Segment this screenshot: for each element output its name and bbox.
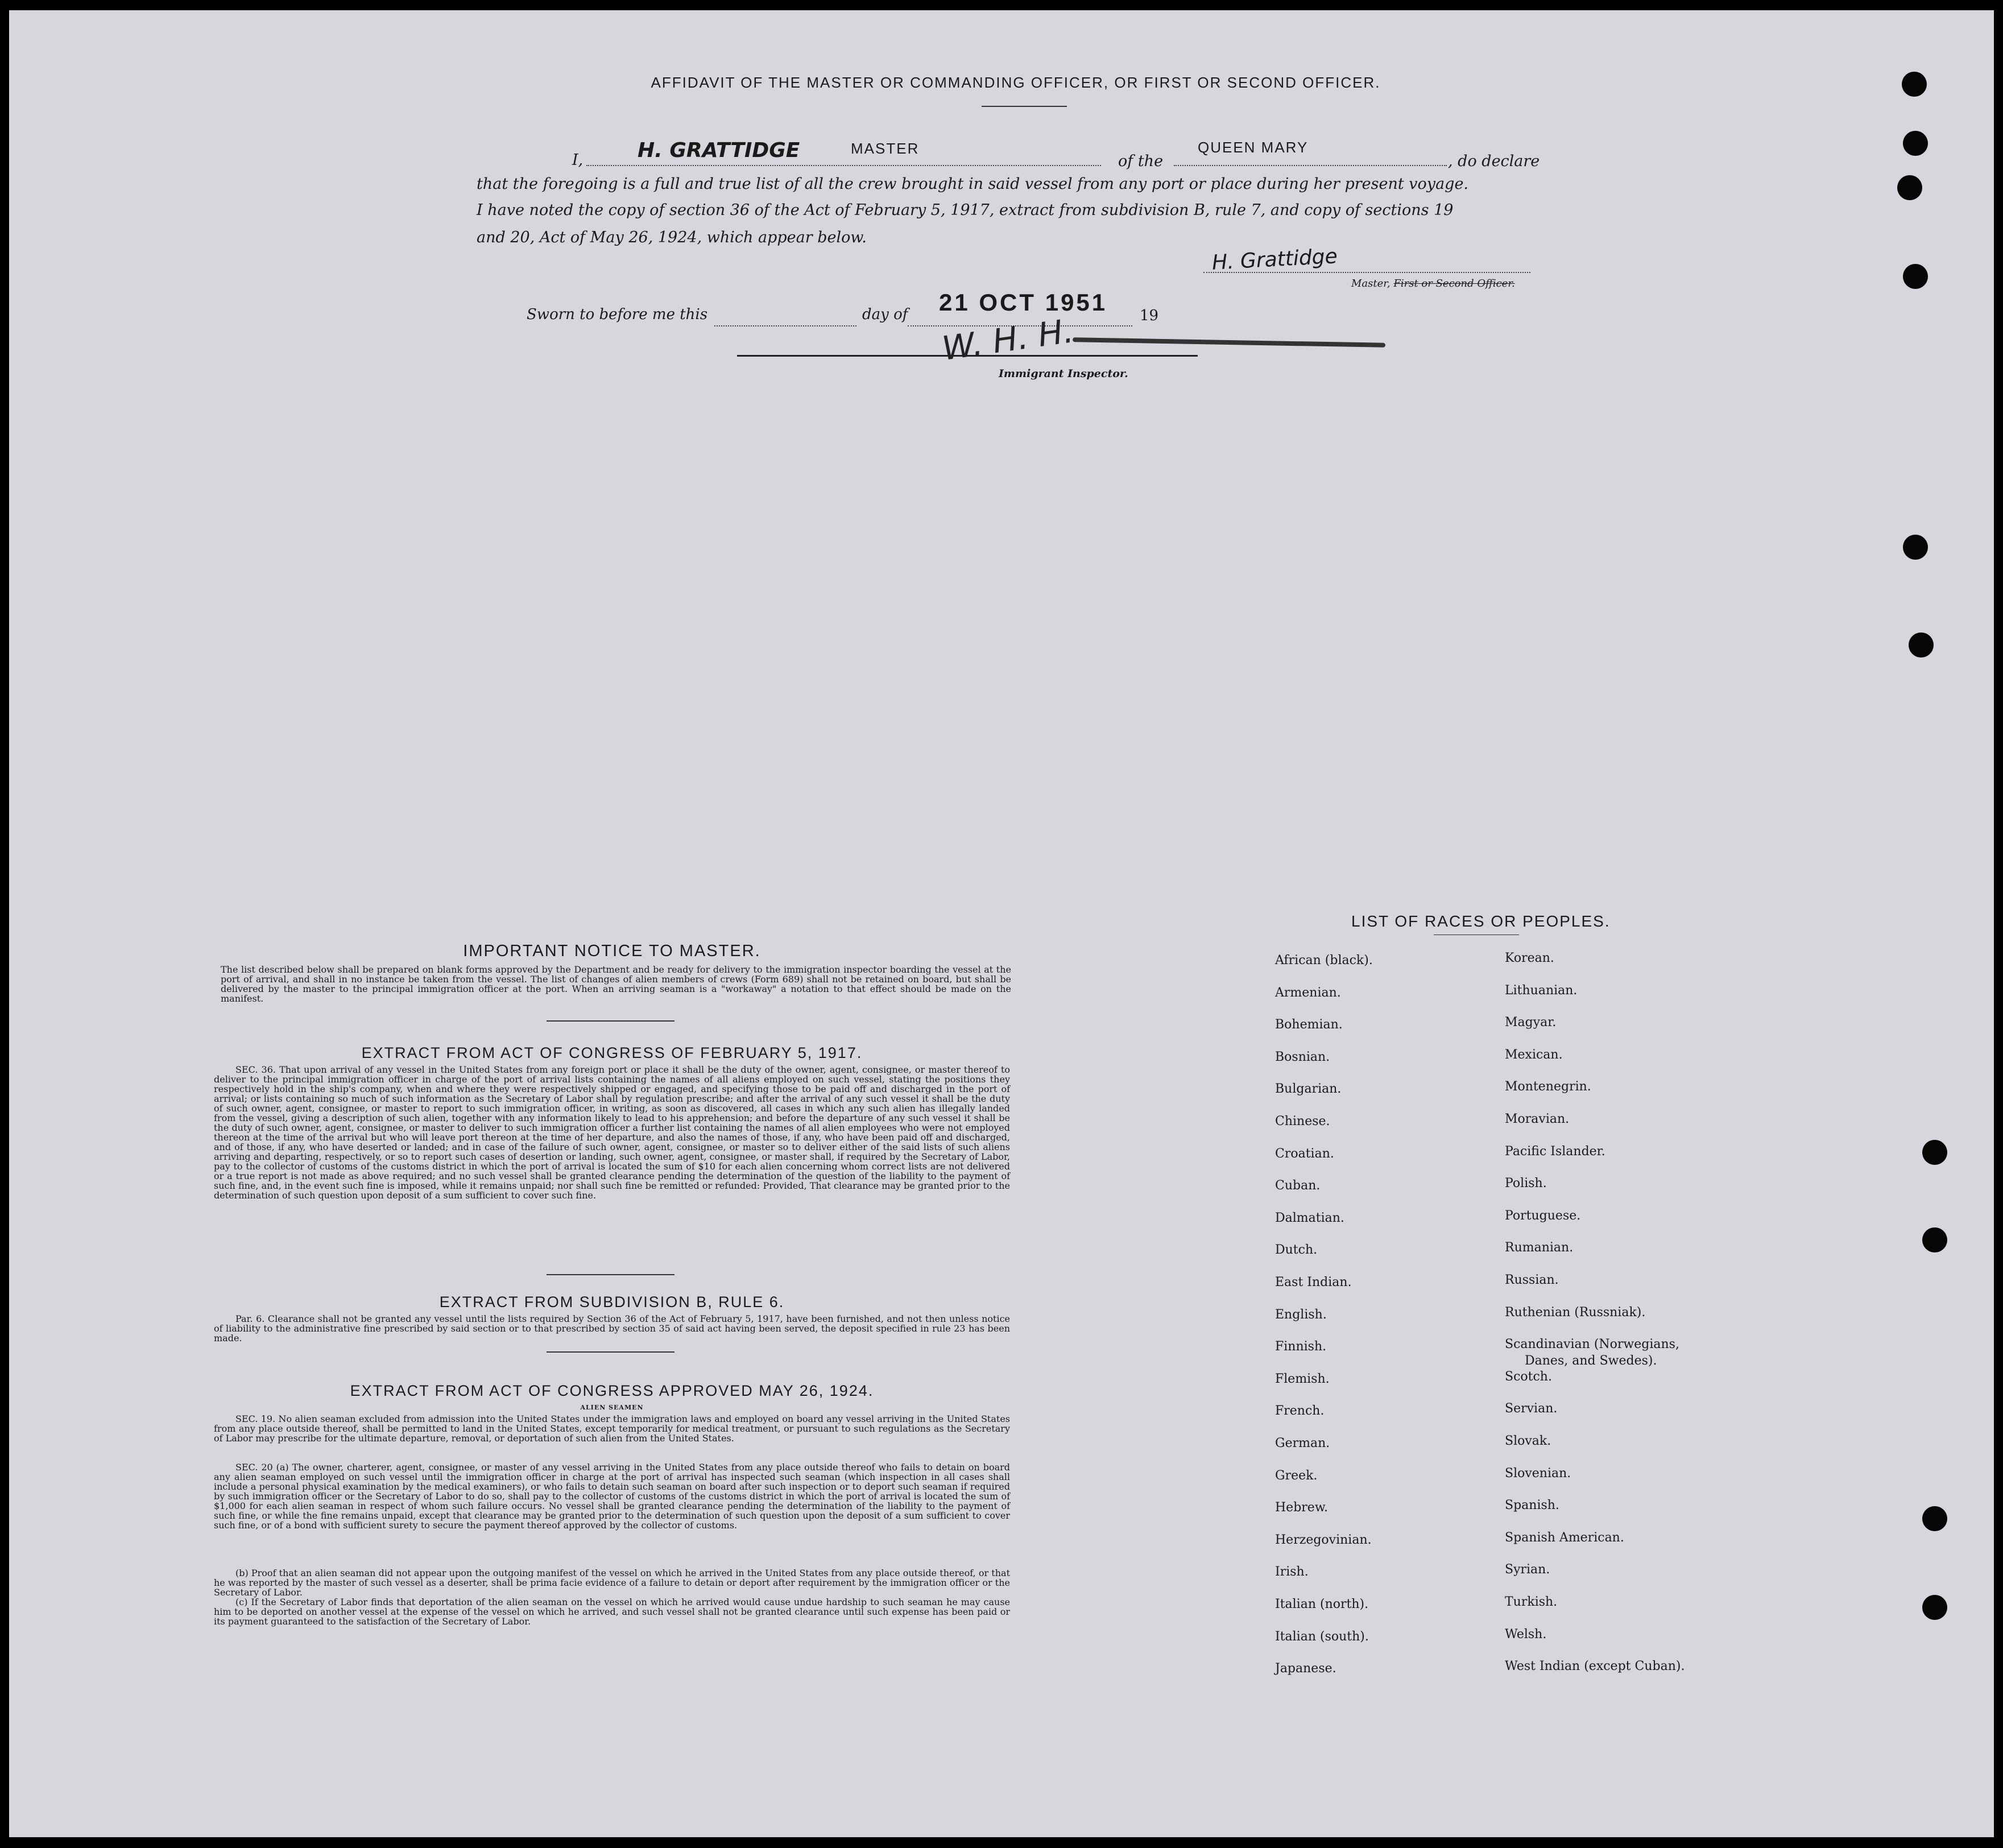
of-the-label: of the [1118, 152, 1164, 170]
race-item: Magyar. [1505, 1015, 1557, 1030]
inspector-signature: W. H. H. [940, 311, 1076, 368]
signer-title-struck: First or Second Officer. [1393, 278, 1515, 290]
subdivision-b-body: Par. 6. Clearance shall not be granted any vessel until the lists required by Section 36 of the Act of February 5, 1917, have been furnished, and not then unless notice of liability to the administrative fine prescribed by said section or to that prescribed by section 35 of said act having been served, the deposit specified in rule 23 has been made. [214, 1313, 1010, 1343]
divider-3 [547, 1351, 674, 1353]
race-item: Chinese. [1275, 1114, 1330, 1128]
extract-1924-title: EXTRACT FROM ACT OF CONGRESS APPROVED MAY 26, 1924. [350, 1382, 874, 1399]
race-item: African (black). [1275, 953, 1373, 968]
binder-hole [1922, 1140, 1947, 1165]
race-item: Italian (north). [1275, 1597, 1369, 1611]
race-item: Hebrew. [1275, 1500, 1329, 1515]
divider-2 [547, 1274, 674, 1275]
master-signature: H. Grattidge [1211, 245, 1338, 275]
extract-1917-body: SEC. 36. That upon arrival of any vessel in the United States from any foreign port or place it shall be the duty of the owner, agent, consignee, or master thereof to deliver to the principal immigration officer in charge of the port of arrival lists containing the names of all aliens employed on such vessel, stating the positions they respectively hold in the ship's company, when and where they were respectively shipped or engaged, and specifying those to be paid off and discharged in the port of arrival; or lists containing so much of such information as the Secretary of Labor shall by regulation prescribe; and after the arrival of any such vessel it shall be the duty of such owner, agent, consignee, or master to report to such immigration officer, in writing, as soon as discovered, all cases in which any such alien has illegally landed from the vessel, giving a description of such alien, together with any information likely to lead to his apprehension; and before the departure of any such vessel it shall be the duty of such owner, agent, consignee, or master to deliver to such immigration officer a further list containing the names of all alien employees who were not employed thereon at the time of the arrival but who will leave port thereon at the time of her departure, and also the names of those, if any, who have been paid off and discharged, and of those, if any, who have deserted or landed; and in case of the failure of such owner, agent, consignee, or master so to deliver either of the said lists of such aliens arriving and departing, respectively, or so to report such cases of desertion or landing, such owner, agent, consignee, or master shall, if required by the Secretary of Labor, pay to the collector of customs of the customs district in which the port of arrival is located the sum of $10 for each alien concerning whom correct lists are not delivered or a true report is not made as above required; and no such vessel shall be granted clearance pending the determination of the question of the liability to the payment of such fine, and, in the event such fine is imposed, while it remains unpaid; nor shall such fine be remitted or refunded: Provided, That clearance may be granted prior to the determination of such question upon deposit of a sum sufficient to cover such fine. [214, 1064, 1010, 1201]
binder-hole [1922, 1227, 1947, 1252]
binder-hole [1922, 1595, 1947, 1620]
race-item: Polish. [1505, 1176, 1547, 1191]
binder-hole [1897, 175, 1922, 200]
master-name: H. GRATTIDGE [638, 139, 800, 162]
race-item: Cuban. [1275, 1179, 1321, 1193]
race-item: Japanese. [1275, 1661, 1336, 1676]
inspector-scribble [1073, 337, 1385, 348]
sec-20b-body: (b) Proof that an alien seaman did not appear upon the outgoing manifest of the vessel on which he arrived in the United States from any place outside thereof, or that he was reported by the master of such vessel as a deserter, shall be prima facie evidence of a failure to detain or deport after requirement by the immigration officer or the Secretary of Labor. [214, 1568, 1010, 1598]
race-item: Turkish. [1505, 1595, 1558, 1609]
year-prefix: 19 [1140, 307, 1159, 324]
race-item: Bulgarian. [1275, 1082, 1342, 1097]
do-declare-label: , do declare [1448, 152, 1540, 170]
races-title: LIST OF RACES OR PEOPLES. [1351, 912, 1611, 930]
declaration-line-4: and 20, Act of May 26, 1924, which appear below. [477, 229, 867, 246]
sec-20c-body: (c) If the Secretary of Labor finds that deportation of the alien seaman on the vessel on which he arrived would cause undue hardship to such seaman he may cause him to be deported on another vessel at the expense of the vessel on which he arrived, and such vessel shall not be granted clearance until such expense has been paid or its payment guaranteed to the satisfaction of the Secretary of Labor. [214, 1597, 1010, 1627]
race-item: Montenegrin. [1505, 1080, 1591, 1094]
binder-hole [1903, 264, 1928, 289]
race-item: Greek. [1275, 1468, 1318, 1483]
race-item: East Indian. [1275, 1275, 1352, 1289]
race-item: Korean. [1505, 951, 1554, 965]
binder-hole [1922, 1506, 1947, 1531]
rank-value: MASTER [851, 140, 920, 157]
race-item: Pacific Islander. [1505, 1144, 1605, 1159]
race-item: Finnish. [1275, 1340, 1327, 1354]
sec-20a-body: SEC. 20 (a) The owner, charterer, agent, consignee, or master of any vessel arriving in the United States from any place outside thereof who fails to detain on board any alien seaman employed on such vessel until the immigration officer in charge at the port of arrival has inspected such seaman (which inspection in all cases shall include a personal physical examination by the medical examiners), or who fails to detain such seaman on board after such inspection or to deport such seaman if required by such immigration officer or the Secretary of Labor to do so, shall pay to the collector of customs of the customs district in which the port of arrival is located the sum of $1,000 for each alien seaman in respect of whom such failure occurs. No vessel shall be granted clearance pending the determination of the liability to the payment of such fine, or while the fine remains unpaid, except that clearance may be granted prior to the determination of such question upon the deposit of a sum sufficient to cover such fine, or of a bond with sufficient surety to secure the payment thereof approved by the collector of customs. [214, 1462, 1010, 1531]
race-item: Irish. [1275, 1565, 1309, 1580]
sworn-day-field [714, 306, 856, 326]
race-item: Herzegovinian. [1275, 1532, 1372, 1547]
signer-title-master: Master, [1351, 278, 1390, 290]
race-item: Slovak. [1505, 1434, 1551, 1448]
race-item: Dalmatian. [1275, 1210, 1344, 1225]
race-item: Spanish. [1505, 1498, 1559, 1513]
race-item: Bohemian. [1275, 1018, 1343, 1032]
day-of-label: day of [862, 306, 908, 323]
race-item: Russian. [1505, 1273, 1559, 1287]
binder-hole [1903, 131, 1928, 156]
i-label: I, [572, 151, 583, 169]
race-item: Spanish American. [1505, 1530, 1624, 1545]
race-item: Mexican. [1505, 1047, 1563, 1062]
notice-body: The list described below shall be prepared on blank forms approved by the Department and be ready for delivery to the immigration inspector boarding the vessel at the port of arrival, and shall in no instance be taken from the vessel. The list of changes of alien members of crews (Form 689) shall not be retained on board, but shall be delivered by the master to the principal immigration officer at the port. When an arriving seaman is a "workaway" a notation to that effect should be made on the manifest. [221, 964, 1011, 1004]
race-item: Slovenian. [1505, 1466, 1571, 1481]
signer-title [1351, 278, 1515, 290]
race-item: Rumanian. [1505, 1241, 1574, 1255]
race-item: Scandinavian (Norwegians, [1505, 1337, 1679, 1352]
race-item: West Indian (except Cuban). [1505, 1659, 1685, 1674]
race-item: Flemish. [1275, 1371, 1330, 1386]
alien-seamen-subtitle: ALIEN SEAMEN [580, 1404, 644, 1411]
notice-title: IMPORTANT NOTICE TO MASTER. [463, 942, 761, 960]
binder-hole [1902, 72, 1927, 97]
race-item: Moravian. [1505, 1112, 1570, 1126]
race-item: Ruthenian (Russniak). [1505, 1305, 1646, 1320]
document-page [9, 10, 1994, 1837]
race-item: Portuguese. [1505, 1208, 1581, 1223]
race-item: Syrian. [1505, 1562, 1550, 1577]
race-item: German. [1275, 1436, 1330, 1450]
affidavit-title: AFFIDAVIT OF THE MASTER OR COMMANDING OFFICER, OR FIRST OR SECOND OFFICER. [651, 74, 1381, 91]
race-scandinavian-continued: Danes, and Swedes). [1525, 1354, 1657, 1368]
inspector-label: Immigrant Inspector. [999, 367, 1128, 380]
race-item: Italian (south). [1275, 1629, 1369, 1644]
race-item: Scotch. [1505, 1369, 1552, 1384]
binder-hole [1909, 632, 1934, 658]
race-item: Lithuanian. [1505, 983, 1578, 998]
race-item: Armenian. [1275, 985, 1341, 1000]
title-underline [982, 106, 1067, 107]
race-item: Dutch. [1275, 1243, 1318, 1258]
extract-1917-title: EXTRACT FROM ACT OF CONGRESS OF FEBRUARY 5, 1917. [361, 1044, 863, 1061]
sworn-label: Sworn to before me this [527, 306, 708, 323]
vessel-name: QUEEN MARY [1198, 139, 1309, 156]
sec-19-body: SEC. 19. No alien seaman excluded from admission into the United States under the immigration laws and employed on board any vessel arriving in the United States from any place outside thereof, shall be permitted to land in the United States, except temporarily for medical treatment, or pursuant to such regulations as the Secretary of Labor may prescribe for the ultimate departure, removal, or deportation of such alien from the United States. [214, 1413, 1010, 1444]
race-item: Bosnian. [1275, 1049, 1330, 1064]
race-item: French. [1275, 1404, 1325, 1419]
subdivision-b-title: EXTRACT FROM SUBDIVISION B, RULE 6. [439, 1293, 785, 1310]
race-item: English. [1275, 1307, 1327, 1322]
race-item: Servian. [1505, 1401, 1558, 1416]
divider-1 [547, 1020, 674, 1022]
binder-hole [1903, 535, 1928, 560]
declaration-line-2: that the foregoing is a full and true list of all the crew brought in said vessel from any port or place during her present voyage. [477, 175, 1469, 193]
race-item: Croatian. [1275, 1146, 1334, 1161]
declaration-line-3: I have noted the copy of section 36 of the Act of February 5, 1917, extract from subdivision B, rule 7, and copy of sections 19 [477, 201, 1454, 219]
date-stamp: 21 OCT 1951 [939, 289, 1108, 316]
race-item: Welsh. [1505, 1627, 1547, 1642]
